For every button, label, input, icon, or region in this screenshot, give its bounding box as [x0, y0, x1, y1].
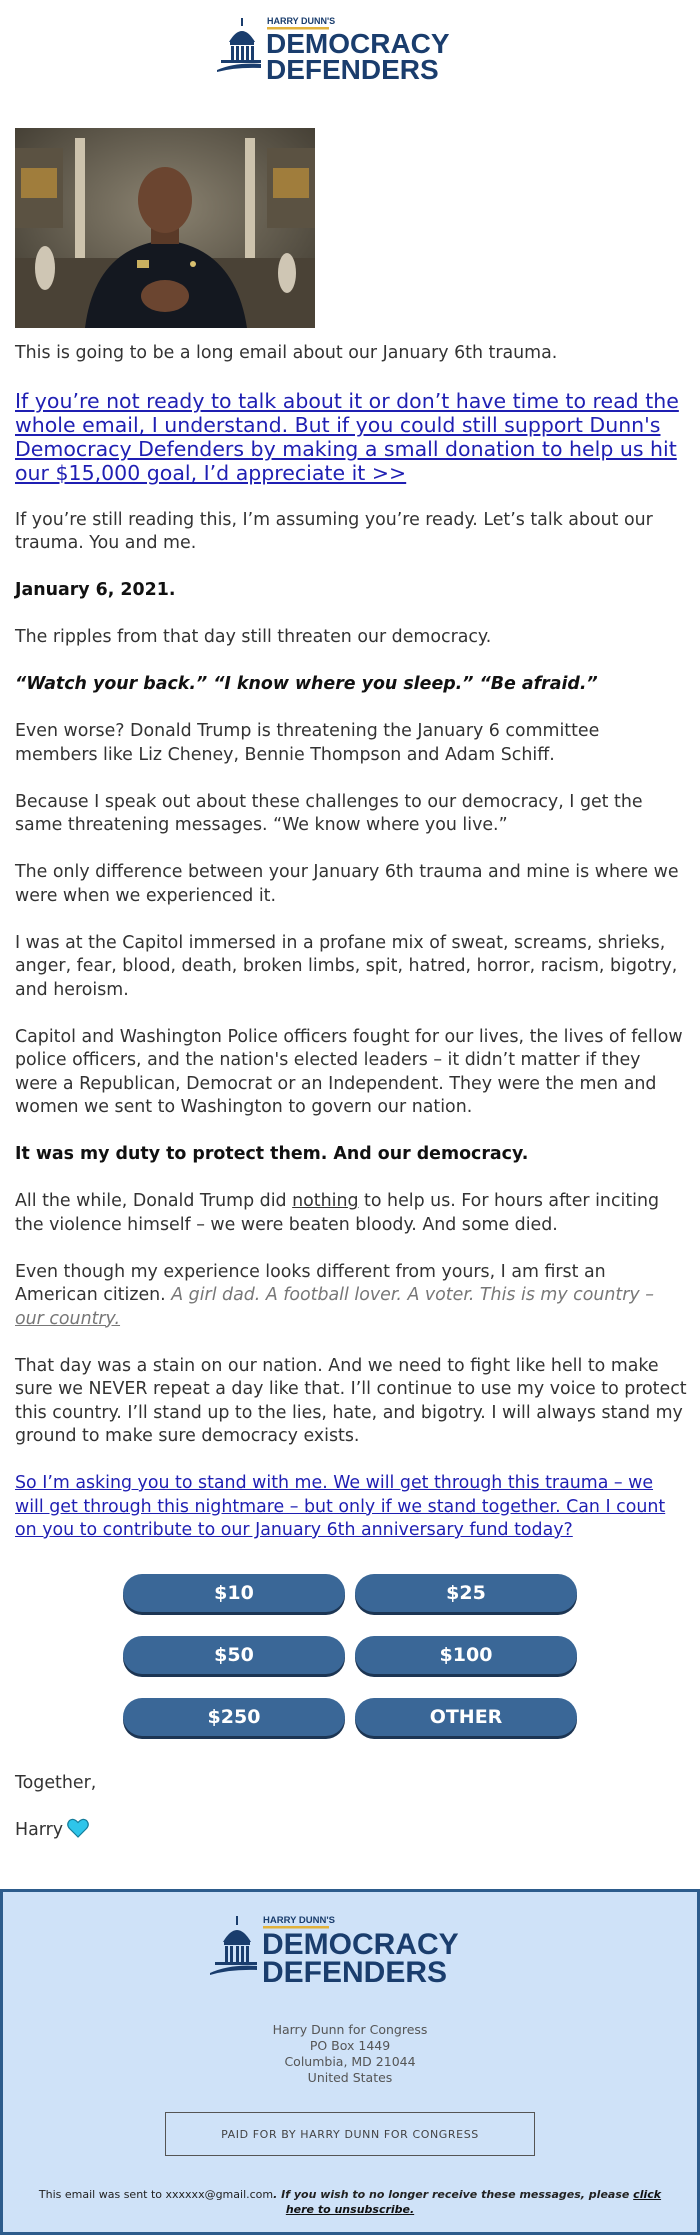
mailing-address: [3, 2022, 697, 2086]
paragraph-even-worse: Even worse? Donald Trump is threatening the January 6 committee members like Liz Cheney, Bennie Thompson and Adam Schiff.: [15, 721, 600, 765]
signoff-name-row: [15, 1818, 96, 1845]
paragraph-difference: The only difference between your January 6th trauma and mine is where we were when we experienced it.: [15, 862, 679, 906]
address-line: PO Box 1449: [309, 2038, 391, 2053]
signoff-name: Harry: [15, 1820, 64, 1840]
italic-text: A girl dad. A football lover. A voter. This is my country –: [171, 1285, 654, 1305]
italic-underlined-text: our country.: [15, 1308, 121, 1329]
email-footer: [0, 1889, 700, 2235]
recipient-email: xxxxxx@gmail.com: [165, 2188, 274, 2201]
address-line: Harry Dunn for Congress: [272, 2022, 428, 2037]
underlined-nothing: nothing: [292, 1191, 359, 1211]
paragraph-ready: If you’re still reading this, I’m assuming you’re ready. Let’s talk about our trauma. You and me.: [15, 509, 653, 553]
footer-logo[interactable]: [3, 1910, 700, 1988]
paragraph-all-the-while: [15, 1190, 687, 1237]
svg-text:HARRY DUNN'S: HARRY DUNN'S: [267, 16, 336, 26]
donate-10-button[interactable]: $10: [123, 1574, 345, 1612]
capitol-logo-icon: [208, 1910, 498, 1988]
unsubscribe-notice: [23, 2187, 677, 2217]
hero-photo[interactable]: [15, 128, 315, 328]
donate-50-button[interactable]: $50: [123, 1636, 345, 1674]
svg-text:DEMOCRACY: DEMOCRACY: [262, 1928, 459, 1961]
paragraph-officers: Capitol and Washington Police officers fought for our lives, the lives of fellow police officers, and the nation's elected leaders – it didn’t matter if they were a Republican, Democrat or an Independent. They were the men and women we sent to Washington to govern our nation.: [15, 1026, 683, 1117]
donate-250-button[interactable]: $250: [123, 1698, 345, 1736]
threat-quotes: “Watch your back.” “I know where you sleep.” “Be afraid.”: [15, 674, 598, 694]
paragraph-citizen: [15, 1261, 687, 1332]
address-line: Columbia, MD 21044: [284, 2054, 416, 2069]
text-segment: to help us. For hours after inciting the violence himself – we were beaten bloody. And some died.: [15, 1191, 660, 1235]
svg-text:DEFENDERS: DEFENDERS: [266, 54, 439, 84]
paragraph-duty: It was my duty to protect them. And our democracy.: [15, 1144, 529, 1164]
donate-link-bottom[interactable]: So I’m asking you to stand with me. We will get through this trauma – we will get through this nightmare – but only if we stand together. Can I count on you to contribute to our January 6th anniversary fund today?: [15, 1473, 666, 1540]
paragraph-threatening-messages: Because I speak out about these challenges to our democracy, I get the same threatening messages. “We know where you live.”: [15, 791, 643, 835]
date-heading: January 6, 2021.: [15, 580, 176, 600]
svg-text:DEMOCRACY: DEMOCRACY: [266, 28, 450, 59]
donate-link-top[interactable]: If you’re not ready to talk about it or don’t have time to read the whole email, I understand. But if you could still support Dunn's Democracy Defenders by making a small donation to help us hit our $15,000 goal, I’d appreciate it >>: [15, 389, 679, 485]
header-logo[interactable]: [0, 12, 700, 84]
sent-to-text: This email was sent to: [38, 2188, 166, 2201]
svg-text:HARRY DUNN'S: HARRY DUNN'S: [263, 1915, 335, 1926]
text-segment: Even though my experience looks different from yours, I am first an American citizen.: [15, 1261, 606, 1305]
signoff: [15, 1772, 96, 1868]
harry-dunn-photo: [15, 128, 315, 328]
email-body: [15, 342, 687, 1566]
paragraph-stain: That day was a stain on our nation. And we need to fight like hell to make sure we NEVER repeat a day like that. I’ll continue to use my voice to protect this country. I’ll stand up to the lies, hate, and bigotry. I will always stand my ground to make sure democracy exists.: [15, 1355, 687, 1446]
intro-paragraph: This is going to be a long email about our January 6th trauma.: [15, 343, 558, 363]
paragraph-ripples: The ripples from that day still threaten our democracy.: [15, 627, 492, 647]
text-segment: All the while, Donald Trump did: [15, 1191, 293, 1211]
unsubscribe-text: . If you wish to no longer receive these messages, please: [273, 2188, 634, 2201]
donate-100-button[interactable]: $100: [355, 1636, 577, 1674]
capitol-logo-icon: [215, 12, 485, 84]
unsubscribe-link[interactable]: click here to unsubscribe.: [285, 2188, 662, 2216]
paragraph-capitol: I was at the Capitol immersed in a profane mix of sweat, screams, shrieks, anger, fear, blood, death, broken limbs, spit, hatred, horror, racism, bigotry, and heroism.: [15, 932, 678, 1000]
signoff-together: Together,: [15, 1773, 97, 1793]
address-line: United States: [307, 2070, 393, 2085]
blue-heart-icon: [67, 1818, 89, 1845]
donate-other-button[interactable]: OTHER: [355, 1698, 577, 1736]
donate-25-button[interactable]: $25: [355, 1574, 577, 1612]
svg-text:DEFENDERS: DEFENDERS: [262, 1956, 448, 1988]
paid-for-disclaimer: PAID FOR BY HARRY DUNN FOR CONGRESS: [165, 2112, 535, 2156]
